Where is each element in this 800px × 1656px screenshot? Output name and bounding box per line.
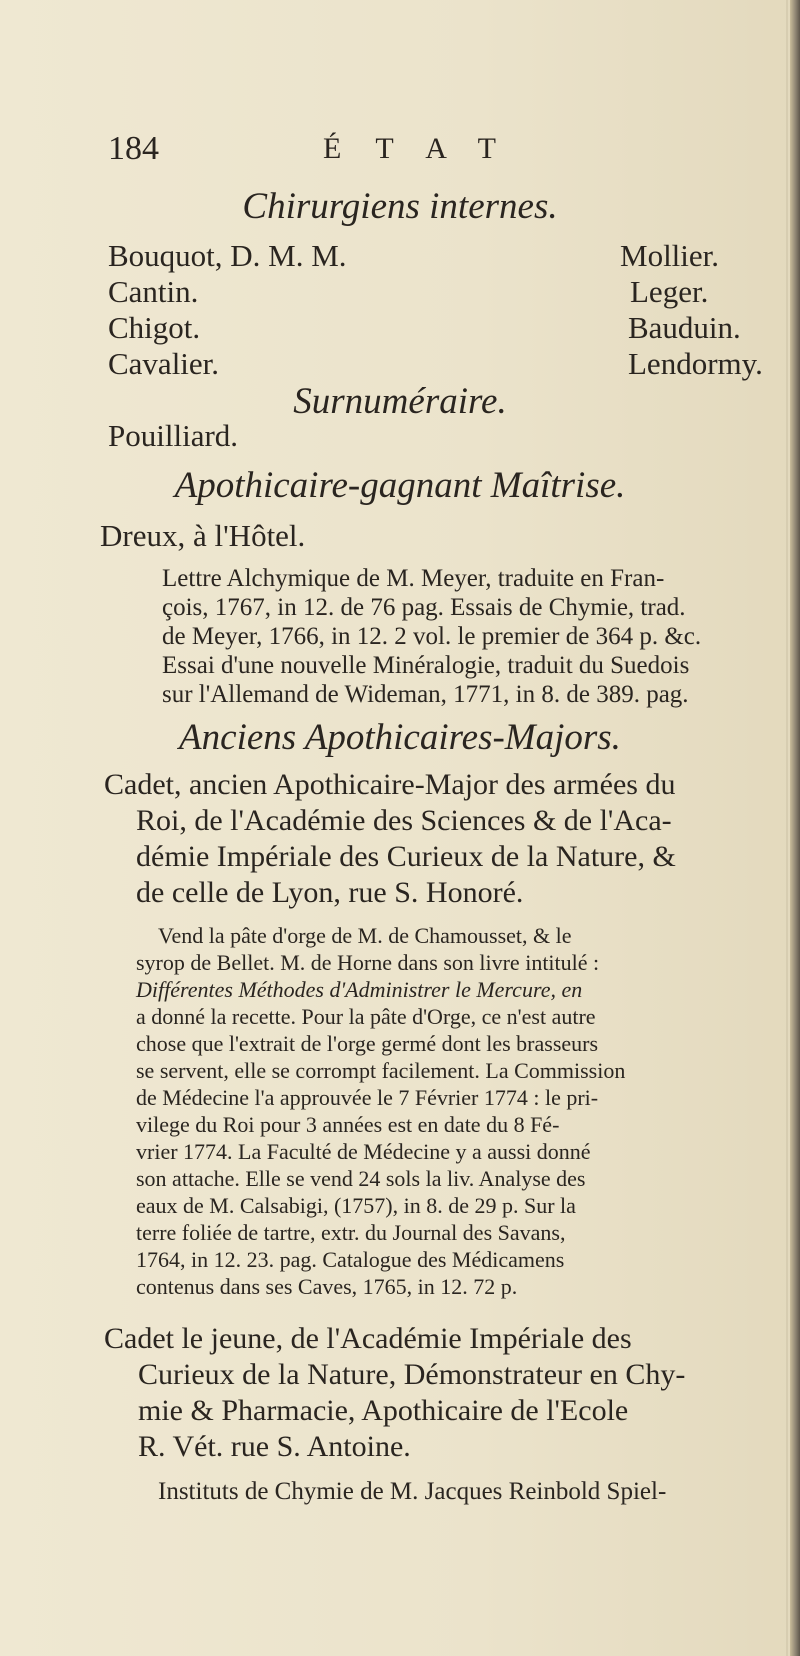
page-number: 184 bbox=[108, 130, 159, 167]
entry-line: Roi, de l'Académie des Sciences & de l'Aca- bbox=[136, 804, 672, 837]
page-gutter-line bbox=[786, 0, 788, 1656]
note-line: vilege du Roi pour 3 années est en date du 8 Fé- bbox=[136, 1112, 560, 1137]
note-line: Lettre Alchymique de M. Meyer, traduite en Fran- bbox=[162, 565, 665, 592]
note-line: vrier 1774. La Faculté de Médecine y a aussi donné bbox=[136, 1139, 591, 1164]
note-line: Vend la pâte d'orge de M. de Chamousset, & le bbox=[158, 923, 572, 948]
note-line: de Médecine l'a approuvée le 7 Février 1774 : le pri- bbox=[136, 1085, 599, 1110]
heading-anciens: Anciens Apothicaires-Majors. bbox=[179, 717, 621, 758]
list-item: Cantin. bbox=[108, 274, 199, 309]
page-edge-shadow bbox=[790, 0, 800, 1656]
note-line: contenus dans ses Caves, 1765, in 12. 72 p. bbox=[136, 1274, 518, 1299]
heading-chirurgiens: Chirurgiens internes. bbox=[242, 186, 558, 227]
list-item: Lendormy. bbox=[628, 346, 763, 381]
note-line: syrop de Bellet. M. de Horne dans son livre intitulé : bbox=[136, 950, 600, 975]
note-line: Essai d'une nouvelle Minéralogie, traduit du Suedois bbox=[162, 652, 690, 679]
page-header bbox=[108, 130, 748, 180]
list-item: Cavalier. bbox=[108, 346, 220, 381]
note-line: Instituts de Chymie de M. Jacques Reinbold Spiel- bbox=[158, 1478, 667, 1505]
note-line: sur l'Allemand de Wideman, 1771, in 8. de 389. pag. bbox=[162, 681, 689, 708]
entry-line: démie Impériale des Curieux de la Nature, & bbox=[136, 840, 676, 873]
entry-dreux: Dreux, à l'Hôtel. bbox=[100, 518, 306, 553]
list-item: Leger. bbox=[630, 274, 709, 309]
note-line: se servent, elle se corrompt facilement. La Commission bbox=[136, 1058, 626, 1083]
entry-line: Curieux de la Nature, Démonstrateur en Chy- bbox=[138, 1358, 686, 1391]
note-line: son attache. Elle se vend 24 sols la liv. Analyse des bbox=[136, 1166, 586, 1191]
note-line: 1764, in 12. 23. pag. Catalogue des Médicamens bbox=[136, 1247, 565, 1272]
note-line: de Meyer, 1766, in 12. 2 vol. le premier de 364 p. &c. bbox=[162, 623, 702, 650]
note-line: terre foliée de tartre, extr. du Journal des Savans, bbox=[136, 1220, 566, 1245]
note-line: eaux de M. Calsabigi, (1757), in 8. de 29 p. Sur la bbox=[136, 1193, 576, 1218]
entry-line: Cadet le jeune, de l'Académie Impériale des bbox=[104, 1322, 632, 1355]
entry-line: mie & Pharmacie, Apothicaire de l'Ecole bbox=[138, 1394, 629, 1427]
list-item: Bouquot, D. M. M. bbox=[108, 238, 347, 273]
list-item: Mollier. bbox=[620, 238, 720, 273]
list-item: Bauduin. bbox=[628, 310, 741, 345]
entry-line: R. Vét. rue S. Antoine. bbox=[138, 1430, 411, 1463]
heading-apothicaire-gagnant: Apothicaire-gagnant Maîtrise. bbox=[174, 465, 626, 506]
list-item: Pouilliard. bbox=[108, 418, 239, 453]
note-line: çois, 1767, in 12. de 76 pag. Essais de Chymie, trad. bbox=[162, 594, 686, 621]
list-item: Chigot. bbox=[108, 310, 201, 345]
entry-line: Cadet, ancien Apothicaire-Major des armées du bbox=[104, 768, 676, 801]
note-line: chose que l'extrait de l'orge germé dont les brasseurs bbox=[136, 1031, 599, 1056]
note-line: Différentes Méthodes d'Administrer le Mercure, en bbox=[136, 977, 583, 1002]
note-line: a donné la recette. Pour la pâte d'Orge, ce n'est autre bbox=[136, 1004, 596, 1029]
entry-line: de celle de Lyon, rue S. Honoré. bbox=[136, 876, 524, 909]
running-title: ÉTAT bbox=[323, 132, 530, 165]
heading-surnumeraire: Surnuméraire. bbox=[293, 381, 507, 422]
